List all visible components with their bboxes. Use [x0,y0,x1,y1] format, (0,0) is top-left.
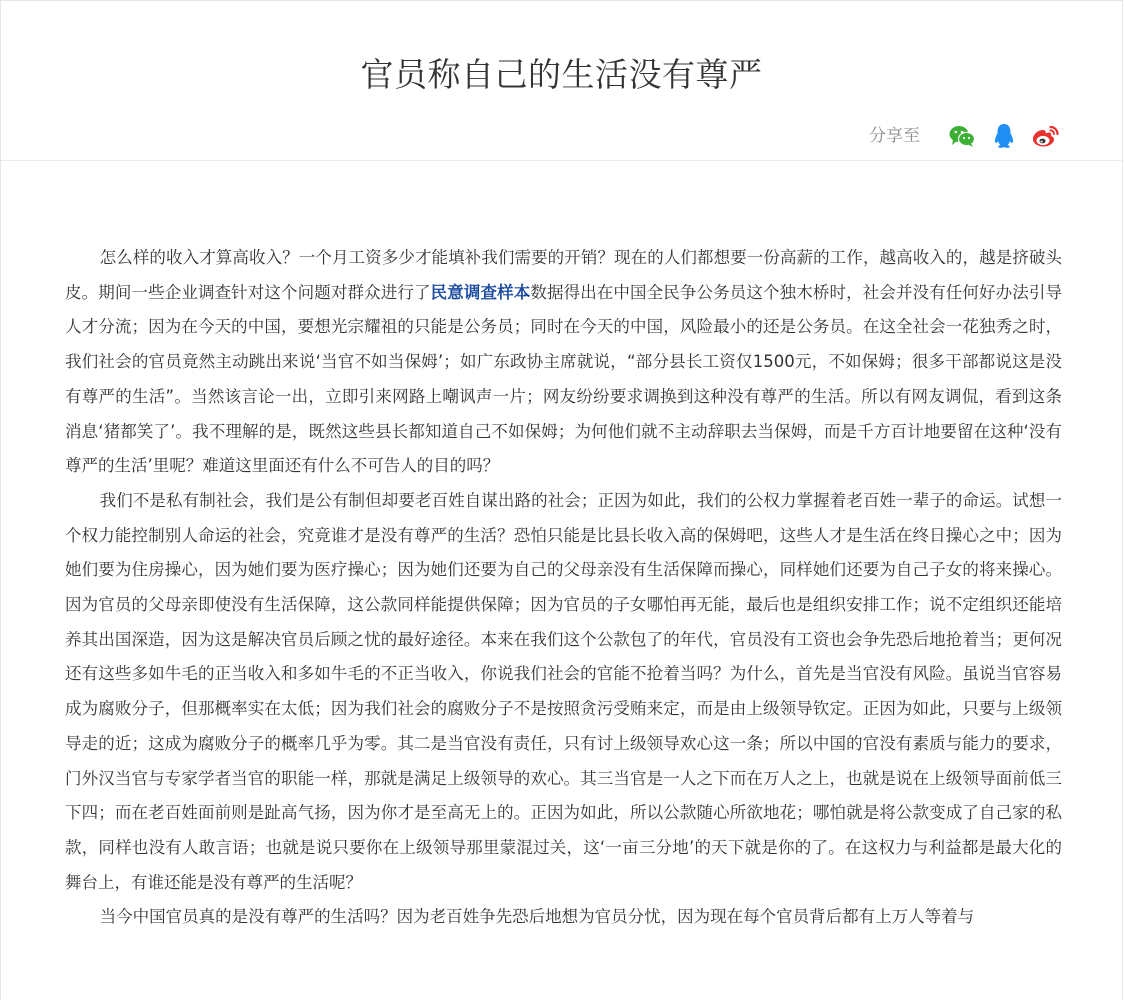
wechat-icon[interactable] [948,122,976,150]
qq-icon[interactable] [990,122,1018,150]
paragraph-2: 我们不是私有制社会，我们是公有制但却要老百姓自谋出路的社会；正因为如此，我们的公权力掌握着老百姓一辈子的命运。试想一个权力能控制别人命运的社会，究竟谁才是没有尊严的生活？恐怕只能是比县长收入高的保姆吧，这些人才是生活在终日操心之中；因为她们要为住房操心，因为她们要为医疗操心；因为她们还要为自己的父母亲没有生活保障而操心，同样她们还要为自己子女的将来操心。因为官员的父母亲即使没有生活保障，这公款同样能提供保障；因为官员的子女哪怕再无能，最后也是组织安排工作；说不定组织还能培养其出国深造，因为这是解决官员后顾之忧的最好途径。本来在我们这个公款包了的年代，官员没有工资也会争先恐后地抢着当；更何况还有这些多如牛毛的正当收入和多如牛毛的不正当收入，你说我们社会的官能不抢着当吗？为什么，首先是当官没有风险。虽说当官容易成为腐败分子，但那概率实在太低；因为我们社会的腐败分子不是按照贪污受贿来定，而是由上级领导钦定。正因为如此，只要与上级领导走的近；这成为腐败分子的概率几乎为零。其二是当官没有责任，只有讨上级领导欢心这一条；所以中国的官没有素质与能力的要求，门外汉当官与专家学者当官的职能一样，那就是满足上级领导的欢心。其三当官是一人之下而在万人之上，也就是说在上级领导面前低三下四；而在老百姓面前则是趾高气扬，因为你才是至高无上的。正因为如此，所以公款随心所欲地花；哪怕就是将公款变成了自己家的私款，同样也没有人敢言语；也就是说只要你在上级领导那里蒙混过关，这‘一亩三分地’的天下就是你的了。在这权力与利益都是最大化的舞台上，有谁还能是没有尊严的生活呢？ [65,490,1062,892]
article-title: 官员称自己的生活没有尊严 [360,55,763,94]
keyword-link[interactable]: 民意调查样本 [430,282,531,302]
paragraph-1-text-b: 数据得出在中国全民争公务员这个独木桥时，社会并没有任何好办法引导人才分流；因为在今天的中国，要想光宗耀祖的只能是公务员；同时在今天的中国，风险最小的还是公务员。在这全社会一花独秀之时，我们社会的官员竟然主动跳出来说‘当官不如当保姆’；如广东政协主席就说，“部分县长工资仅1500元，不如保姆；很多干部都说这是没有尊严的生活”。当然该言论一出，立即引来网路上嘲讽声一片；网友纷纷要求调换到这种没有尊严的生活。所以有网友调侃，看到这条消息‘猪都笑了’。我不理解的是，既然这些县长都知道自己不如保姆；为何他们就不主动辞职去当保姆，而是千方百计地要留在这种‘没有尊严的生活’里呢？难道这里面还有什么不可告人的目的吗？ [65,282,1063,476]
share-bar [869,121,1060,151]
weibo-icon[interactable] [1032,122,1060,150]
article-body [65,241,1062,935]
paragraph-1 [65,241,1062,484]
article-header [1,1,1122,161]
share-label: 分享至 [869,126,920,146]
paragraph-1-text-a: 怎么样的收入才算高收入？一个月工资多少才能填补我们需要的开销？现在的人们都想要一份高薪的工作，越高收入的，越是挤破头皮。期间一些企业调查针对这个问题对群众进行了 [65,248,1062,302]
paragraph-3: 当今中国官员真的是没有尊严的生活吗？因为老百姓争先恐后地想为官员分忧，因为现在每个官员背后都有上万人等着与 [99,907,975,927]
